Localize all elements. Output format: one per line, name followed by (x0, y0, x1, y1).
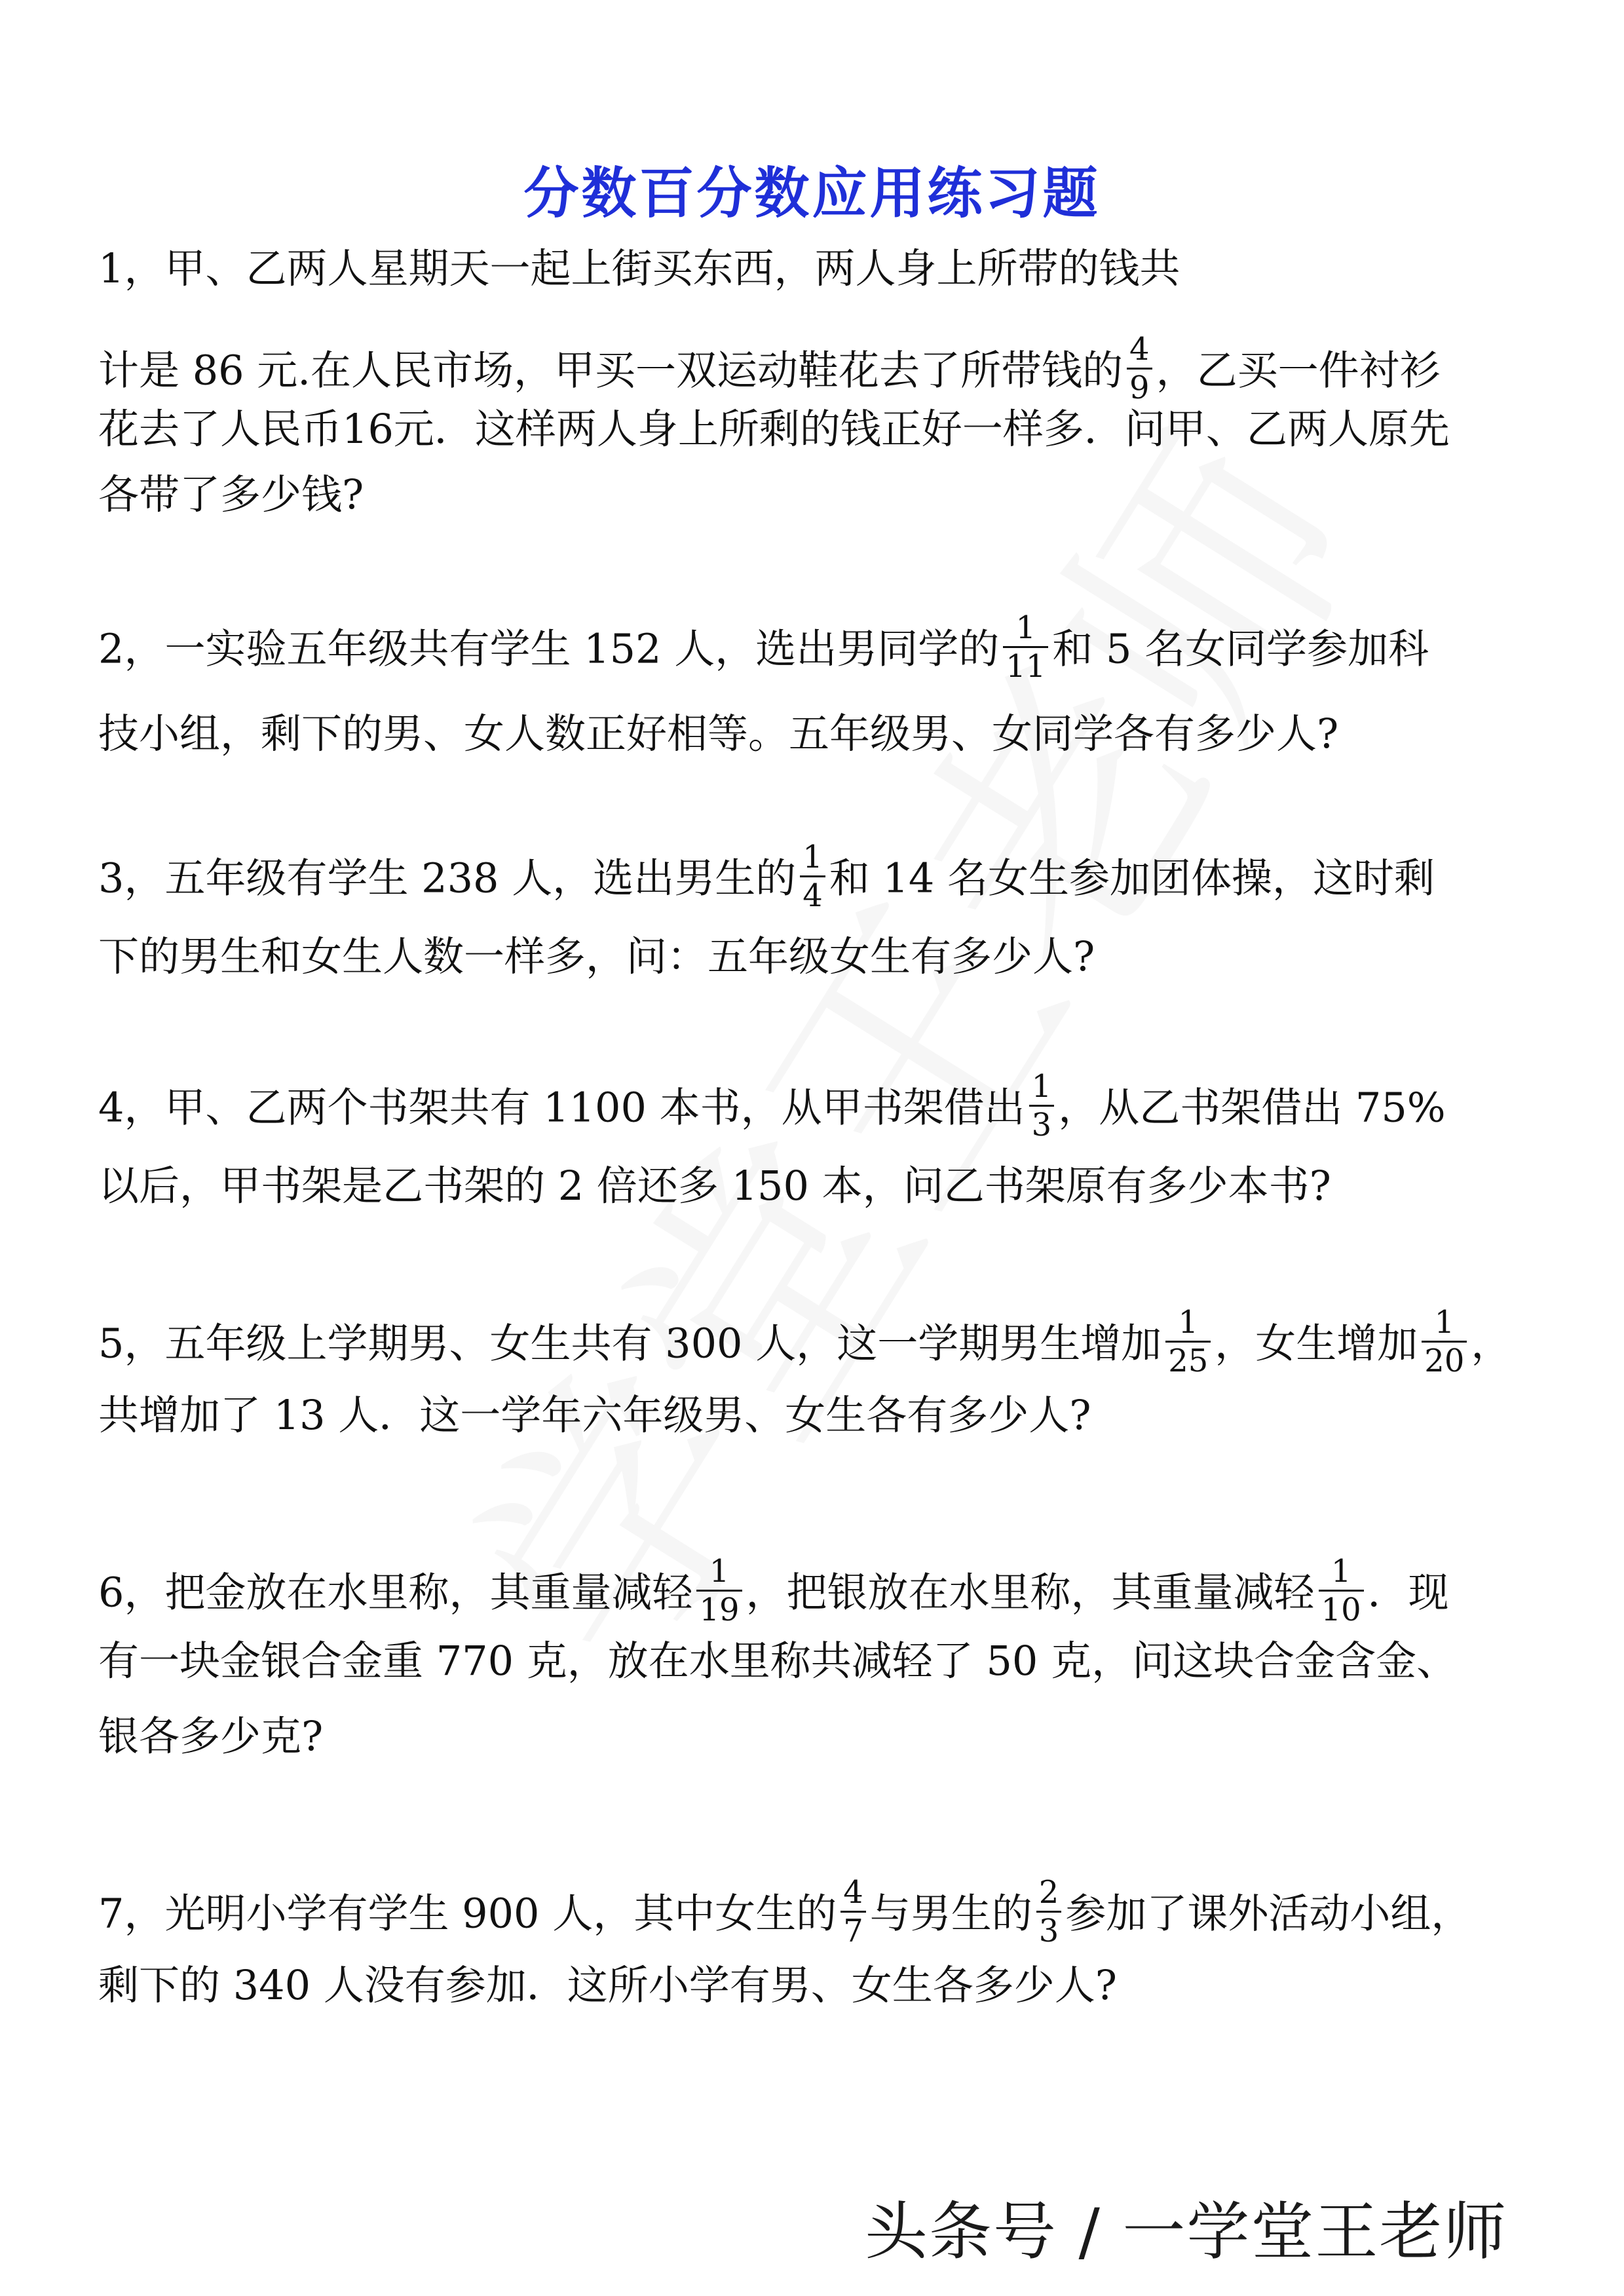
fraction-numerator: 1 (1015, 609, 1036, 646)
fraction (1422, 1305, 1467, 1378)
fraction-numerator: 1 (1031, 1068, 1052, 1105)
fraction-denominator: 7 (843, 1913, 863, 1949)
problem-line (98, 331, 1441, 410)
problem-text: ，女生增加 (1215, 1319, 1418, 1368)
page-title: 分数百分数应用练习题 (523, 161, 1101, 225)
problem-text: 以后，甲书架是乙书架的 2 倍还多 150 本，问乙书架原有多少本书? (98, 1162, 1331, 1210)
fraction-denominator: 11 (1006, 648, 1046, 685)
problem-text: ，把银放在水里称，其重量减轻 (746, 1568, 1315, 1617)
fraction-denominator: 10 (1321, 1592, 1361, 1628)
problem-text: 与男生的 (869, 1889, 1032, 1938)
problem-line (98, 1068, 1446, 1147)
problem-text: 各带了多少钱? (98, 470, 364, 518)
problem-text: 下的男生和女生人数一样多，问：五年级女生有多少人? (98, 932, 1095, 980)
problem-text: 5，五年级上学期男、女生共有 300 人，这一学期男生增加 (98, 1319, 1162, 1368)
problem-text: 参加了课外活动小组， (1065, 1889, 1472, 1938)
fraction (840, 1875, 866, 1948)
problem-text: 6，把金放在水里称，其重量减轻 (98, 1568, 693, 1617)
problem-line (98, 1553, 1449, 1632)
fraction-numerator: 1 (803, 839, 823, 875)
fraction (1036, 1875, 1062, 1948)
problem-text: 2，一实验五年级共有学生 152 人，选出男同学的 (98, 624, 1000, 673)
fraction (1127, 332, 1152, 405)
fraction (696, 1554, 742, 1627)
problem-line (98, 469, 364, 521)
fraction-numerator: 1 (1178, 1304, 1199, 1341)
fraction (1165, 1305, 1211, 1378)
fraction-denominator: 25 (1168, 1343, 1209, 1379)
problem-text: ，从乙书架借出 75% (1058, 1083, 1446, 1132)
problem-text: 3，五年级有学生 238 人，选出男生的 (98, 854, 797, 902)
fraction-numerator: 1 (709, 1553, 730, 1590)
problem-text: 1，甲、乙两人星期天一起上街买东西，两人身上所带的钱共 (98, 244, 1180, 292)
problem-text: ．现 (1367, 1568, 1449, 1617)
problem-line (98, 839, 1435, 918)
source-watermark: 头条号 / 一学堂王老师 (865, 2195, 1508, 2268)
fraction-denominator: 4 (803, 877, 823, 914)
problem-line (98, 242, 1180, 295)
fraction-denominator: 3 (1031, 1107, 1052, 1143)
problem-text: ， (1471, 1319, 1512, 1368)
problem-text: 技小组，剩下的男、女人数正好相等。五年级男、女同学各有多少人? (98, 710, 1339, 757)
fraction-numerator: 1 (1434, 1304, 1455, 1341)
problem-text: 4，甲、乙两个书架共有 1100 本书，从甲书架借出 (98, 1083, 1025, 1132)
fraction (800, 840, 825, 913)
fraction-denominator: 3 (1038, 1913, 1059, 1949)
problem-text: 剩下的 340 人没有参加．这所小学有男、女生各多少人? (98, 1961, 1117, 2009)
problem-text: 有一块金银合金重 770 克，放在水里称共减轻了 50 克，问这块合金含金、 (98, 1637, 1458, 1685)
fraction (1029, 1069, 1055, 1142)
fraction (1319, 1554, 1364, 1627)
problem-line (98, 1304, 1512, 1383)
problem-line (98, 1959, 1117, 2012)
problem-text: 7，光明小学有学生 900 人，其中女生的 (98, 1889, 837, 1938)
fraction-denominator: 20 (1424, 1343, 1465, 1379)
fraction-numerator: 4 (1129, 331, 1150, 368)
problem-line (98, 1635, 1457, 1687)
problem-line (98, 930, 1095, 983)
problem-text: 银各多少克? (98, 1712, 324, 1760)
problem-line (98, 1389, 1091, 1442)
problem-text: ，乙买一件衬衫 (1156, 346, 1441, 394)
problem-line (98, 708, 1338, 760)
problem-line (98, 403, 1450, 455)
problem-text: 共增加了 13 人．这一学年六年级男、女生各有多少人? (98, 1391, 1091, 1439)
fraction-denominator: 19 (699, 1592, 740, 1628)
problem-line (98, 1160, 1331, 1212)
fraction-denominator: 9 (1129, 370, 1150, 406)
fraction (1003, 611, 1048, 683)
fraction-numerator: 4 (843, 1874, 863, 1911)
fraction-numerator: 1 (1331, 1553, 1351, 1590)
problem-text: 计是 86 元.在人民市场，甲买一双运动鞋花去了所带钱的 (98, 346, 1124, 394)
problem-line (98, 1710, 323, 1763)
problem-text: 和 5 名女同学参加科 (1052, 624, 1429, 673)
problem-text: 和 14 名女生参加团体操，这时剩 (829, 854, 1435, 902)
problem-text: 花去了人民币16元．这样两人身上所剩的钱正好一样多．问甲、乙两人原先 (98, 405, 1450, 453)
problem-line (98, 609, 1429, 689)
fraction-numerator: 2 (1038, 1874, 1059, 1911)
problem-line (98, 1874, 1472, 1953)
